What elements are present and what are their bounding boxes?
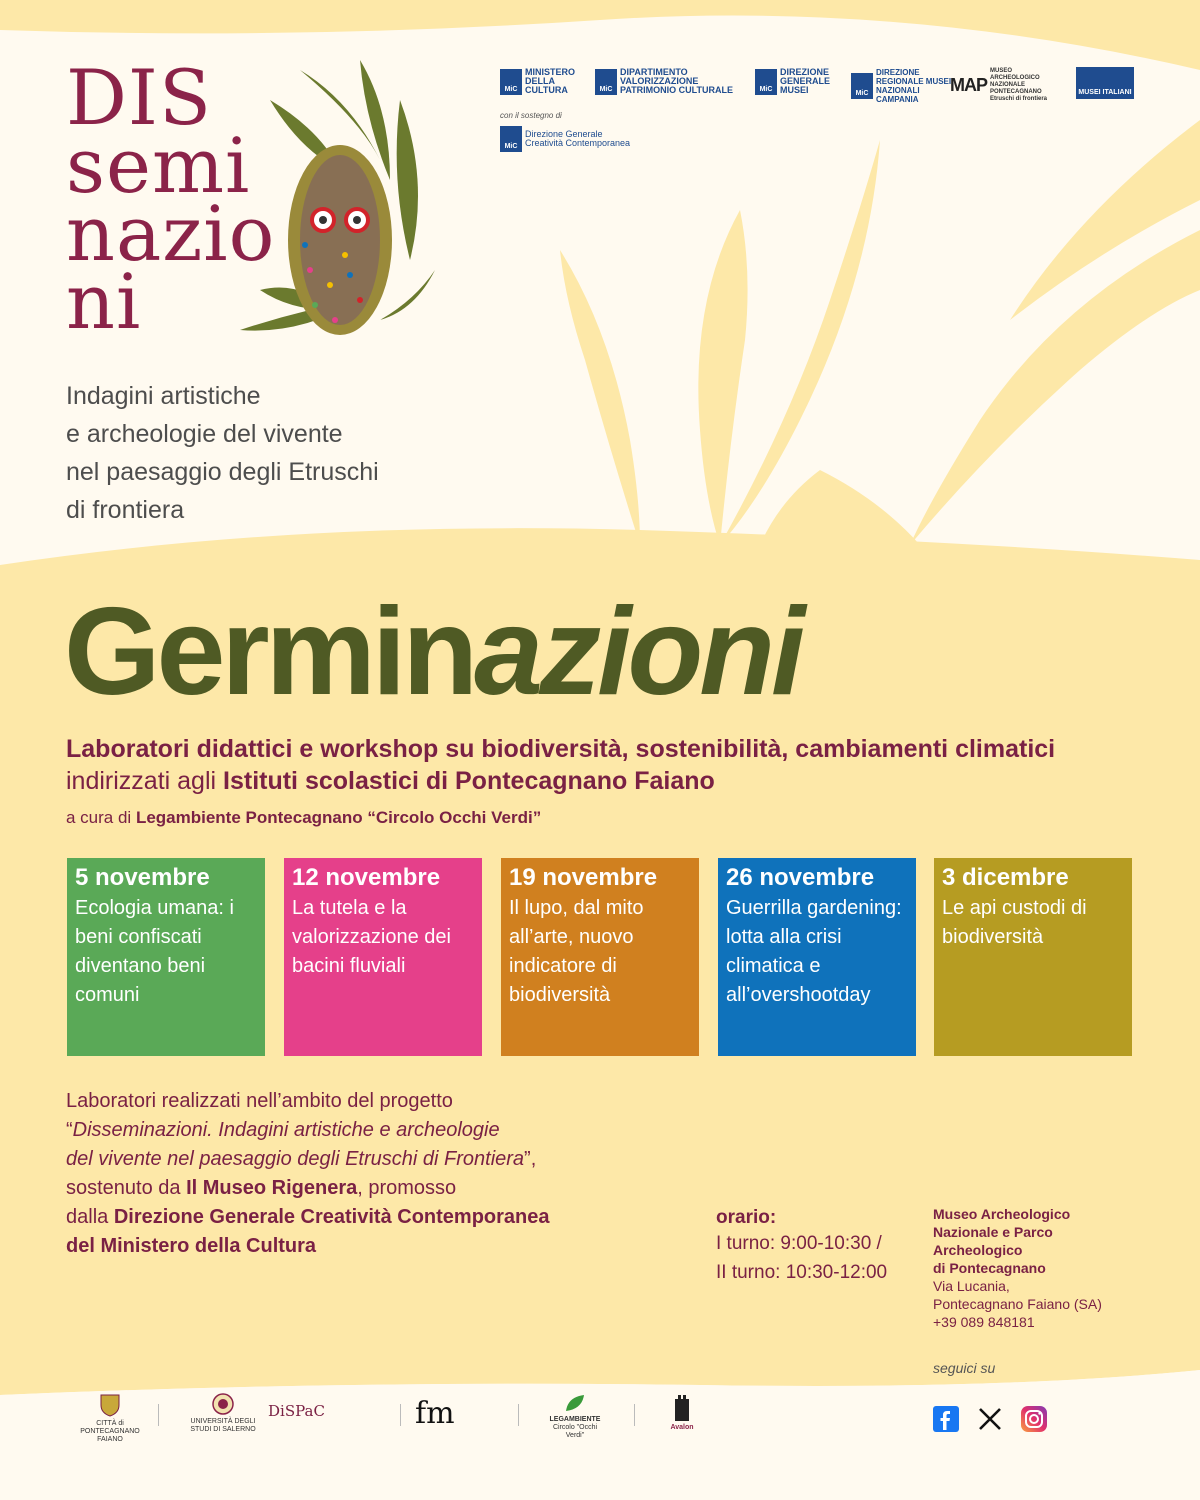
footer-separator: [634, 1404, 635, 1426]
ministero-logo: MiC MINISTERO DELLA CULTURA: [500, 68, 587, 95]
event-title: La tutela e la valorizzazione dei bacini fluviali: [292, 897, 451, 977]
instagram-icon[interactable]: [1021, 1406, 1047, 1432]
curated-by: [66, 808, 541, 828]
facebook-icon[interactable]: [933, 1406, 959, 1432]
logo-line: semi: [66, 121, 251, 210]
lead-bold-1: Laboratori didattici e workshop su biodiversità, sostenibilità, cambiamenti climatici: [66, 735, 1056, 763]
event-card: [284, 858, 482, 1056]
footer-separator: [518, 1404, 519, 1426]
tower-icon: [671, 1393, 693, 1421]
event-title: Ecologia umana: i beni confiscati diventano beni comuni: [75, 897, 234, 1006]
project-description: [66, 1087, 706, 1261]
project-subtitle: [66, 377, 379, 529]
project-line: del Ministero della Cultura: [66, 1235, 317, 1257]
event-title: Le api custodi di biodiversità: [942, 897, 1087, 948]
title-part-regular: Germin: [64, 583, 475, 721]
mic-icon: MiC: [500, 69, 522, 95]
museum-address-line: Pontecagnano Faiano (SA): [933, 1296, 1102, 1312]
subtitle-line: e archeologie del vivente: [66, 420, 343, 448]
museum-address: [933, 1205, 1102, 1331]
project-line: sostenuto da Il Museo Rigenera, promosso: [66, 1177, 457, 1199]
subtitle-line: Indagini artistiche: [66, 382, 261, 410]
university-seal-icon: [212, 1393, 234, 1415]
map-museo-logo: MAP MUSEO ARCHEOLOGICO NAZIONALE PONTECAGNANO Etruschi di frontiera: [950, 68, 1048, 102]
footer-separator: [158, 1404, 159, 1426]
event-date: 26 novembre: [726, 864, 875, 891]
social-links: [933, 1406, 1047, 1432]
event-card: [501, 858, 699, 1056]
unisa-logo: UNIVERSITÀ DEGLI STUDI DI SALERNO: [188, 1393, 258, 1434]
fm-logo: fm: [415, 1396, 455, 1431]
event-card: [934, 858, 1132, 1056]
map-icon: MAP: [950, 75, 987, 95]
musei-italiani-logo: MUSEI ITALIANI: [1076, 67, 1134, 99]
lead-bold-2: Istituti scolastici di Pontecagnano Faiano: [223, 767, 715, 795]
curated-prefix: a cura di: [66, 808, 136, 827]
museum-address-line: Via Lucania,: [933, 1278, 1010, 1294]
project-line: “Disseminazioni. Indagini artistiche e archeologie: [66, 1119, 500, 1141]
event-date: 19 novembre: [509, 864, 658, 891]
schedule-first-shift: I turno: 9:00-10:30 /: [716, 1233, 882, 1254]
project-line: dalla Direzione Generale Creatività Contemporanea: [66, 1206, 550, 1228]
footer-separator: [400, 1404, 401, 1426]
logo-line: ni: [66, 257, 142, 346]
schedule: [716, 1207, 887, 1287]
project-line: Laboratori realizzati nell’ambito del progetto: [66, 1090, 453, 1112]
event-date: 3 dicembre: [942, 864, 1069, 891]
owl-illustration: [240, 60, 440, 360]
coat-of-arms-icon: [99, 1393, 121, 1417]
museum-name-line: Museo Archeologico: [933, 1206, 1071, 1222]
main-title: [64, 583, 802, 721]
schedule-label: orario:: [716, 1207, 777, 1228]
event-title: Guerrilla gardening: lotta alla crisi climatica e all’overshootday: [726, 897, 902, 1006]
support-label: con il sostegno di: [500, 111, 562, 120]
subtitle-line: di frontiera: [66, 496, 185, 524]
mic-icon: MiC: [595, 69, 617, 95]
event-date: 5 novembre: [75, 864, 210, 891]
follow-label: seguici su: [933, 1360, 996, 1376]
lead-text: indirizzati agli: [66, 767, 224, 795]
citta-pontecagnano-logo: CITTÀ di PONTECAGNANO FAIANO: [80, 1393, 140, 1444]
event-card: [67, 858, 265, 1056]
museum-name-line: di Pontecagnano: [933, 1260, 1046, 1276]
event-title: Il lupo, dal mito all’arte, nuovo indicatore di biodiversità: [509, 897, 644, 1006]
avalon-logo: Avalon: [662, 1393, 702, 1432]
mic-icon: MiC: [755, 69, 777, 95]
schedule-second-shift: II turno: 10:30-12:00: [716, 1262, 888, 1283]
museum-address-line: +39 089 848181: [933, 1314, 1035, 1330]
logo-line: DIS: [66, 53, 213, 142]
project-line: del vivente nel paesaggio degli Etruschi di Frontiera”,: [66, 1148, 537, 1170]
logo-line: nazio: [66, 189, 276, 278]
mic-icon: MiC: [500, 126, 522, 152]
curated-org: Legambiente Pontecagnano “Circolo Occhi Verdi”: [135, 808, 542, 827]
legambiente-logo: LEGAMBIENTE Circolo "Occhi Verdi": [545, 1393, 605, 1440]
dipartimento-logo: MiC DIPARTIMENTO VALORIZZAZIONE PATRIMONIO CULTURALE: [595, 68, 742, 95]
creativita-logo: MiC Direzione Generale Creatività Contemporanea: [500, 126, 635, 152]
museum-name-line: Nazionale e Parco: [933, 1224, 1053, 1240]
event-date: 12 novembre: [292, 864, 441, 891]
musei-campania-logo: MiC DIREZIONE REGIONALE MUSEI NAZIONALI CAMPANIA: [851, 68, 954, 104]
event-card: [718, 858, 916, 1056]
leaf-icon: [564, 1393, 586, 1413]
mic-icon: MiC: [851, 73, 873, 99]
museum-name-line: Archeologico: [933, 1242, 1023, 1258]
lead-description: [66, 733, 1156, 797]
subtitle-line: nel paesaggio degli Etruschi: [66, 458, 379, 486]
title-part-italic: azioni: [474, 583, 802, 721]
x-icon[interactable]: [977, 1406, 1003, 1432]
dispac-logo: DiSPaC: [268, 1402, 325, 1420]
direzione-musei-logo: MiC DIREZIONE GENERALE MUSEI: [755, 68, 842, 95]
